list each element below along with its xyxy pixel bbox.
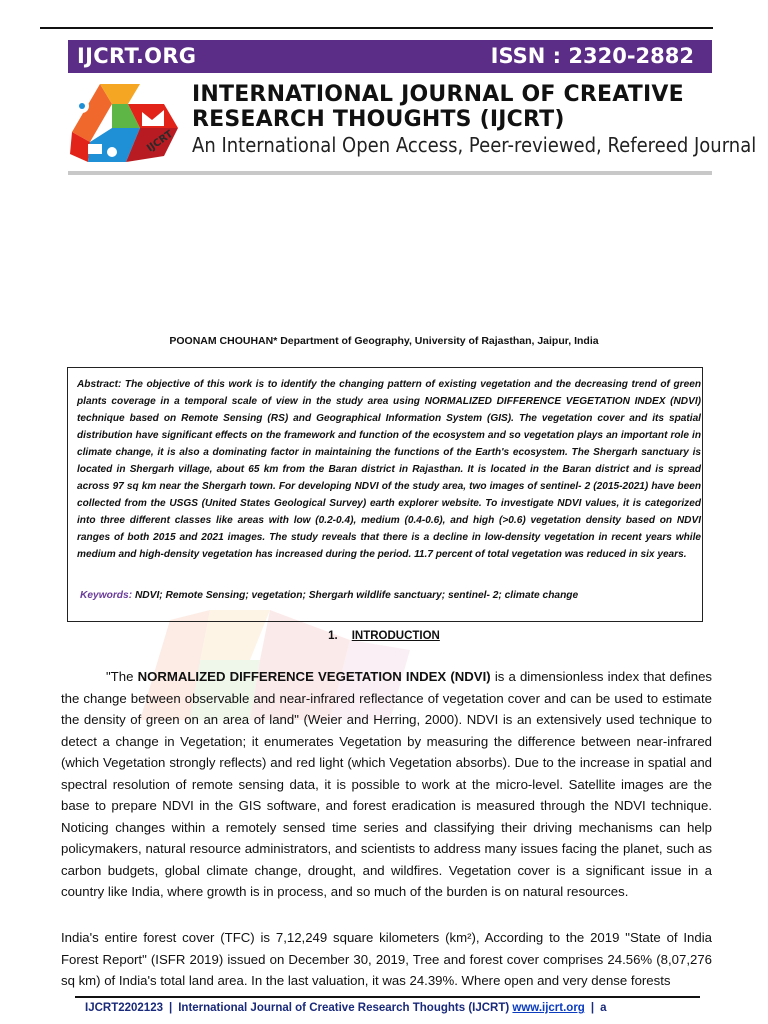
site-name[interactable]: IJCRT.ORG (77, 44, 197, 68)
ijcrt-logo (68, 82, 186, 164)
p1-bold-term: NORMALIZED DIFFERENCE VEGETATION INDEX (NDVI) (137, 669, 491, 684)
abstract-text: Abstract: The objective of this work is to identify the changing pattern of existing vegetation and the decreasing trend of green plants coverage in a temporal scale of view in the study area using NORMALIZED DIFFERENCE VEGETATION INDEX (NDVI) technique based on Remote Sensing (RS) and Geographical Information System (GIS). The vegetation cover and its spatial distribution have significant effects on the framework and function of the ecosystem and so vegetation plays an important role in climate change, it is also a dominating factor in maintaining the functions of the Earth's ecosystem. The Shergarh sanctuary is located in Shergarh village, about 65 km from the Baran district in Rajasthan. It is located in the Baran district and is spread across 97 sq km near the Shergarh town. For developing NDVI of the study area, two images of sentinel- 2 (2015-2021) have been collected from the USGS (United States Geological Survey) earth explorer website. To investigate NDVI values, it is categorized into three different classes like areas with low (0.2-0.4), medium (0.4-0.6), and high (>0.6) vegetation density based on NDVI ranges of both 2015 and 2021 images. The study reveals that there is a decline in low-density vegetation in recent years while medium and high-density vegetation has increased during the period. 11.7 percent of total vegetation was reduced in six years. (77, 379, 701, 560)
p1-rest: is a dimensionless index that defines the change between observable and near-infrared reflectance of vegetation cover and can be used to estimate the density of green on an area of land" (Weier and Herring, 2000). NDVI is an extensively used technique to detect a change in Vegetation; it enumerates Vegetation by measuring the difference between near-infrared (which Vegetation strongly reflects) and red light (which Vegetation absorbs). Due to the increase in spatial and spectral resolution of remote sensing data, it is possible to work at the micro-level. Satellite images are the base to prepare NDVI in the GIS software, and forest eradication is measured through the NDVI technique. Noticing changes within a remotely sensed time series and classifying their driving mechanisms can help policymakers, natural resource administrators, and scientists to address many issues facing the planet, such as carbon budgets, global climate change, drought, and wildfires. Vegetation cover is a significant issue in a country like India, where growth is in process, and so much of the burden is on natural resources. (61, 669, 713, 899)
page-footer: IJCRT2202123 | International Journal of Creative Research Thoughts (IJCRT) www.ijcrt.org | a (85, 1002, 607, 1014)
intro-paragraph-1 (61, 666, 712, 903)
p1-open: "The (106, 669, 138, 684)
journal-banner (68, 40, 712, 73)
journal-url-link[interactable]: www.ijcrt.org (512, 1002, 585, 1014)
keywords-line (80, 590, 578, 601)
author-affiliation: POONAM CHOUHAN* Department of Geography, University of Rajasthan, Jaipur, India (169, 335, 599, 347)
section-title: INTRODUCTION (351, 630, 440, 642)
top-rule (40, 27, 713, 29)
intro-paragraph-2: India's entire forest cover (TFC) is 7,12,249 square kilometers (km²), According to the 2019 "State of India Forest Report" (ISFR 2019) issued on December 30, 2019, Tree and forest cover comprises 24.56% (8,07,276 sq km) of India's total land area. In the last valuation, it was 24.39%. Where open and very dense forests (61, 930, 712, 988)
section-number: 1. (328, 630, 338, 642)
journal-subtitle: An International Open Access, Peer-reviewed, Refereed Journal (192, 133, 757, 157)
keywords-values: NDVI; Remote Sensing; vegetation; Shergarh wildlife sanctuary; sentinel- 2; climate change (134, 590, 579, 601)
header-divider (68, 171, 712, 175)
journal-title-line1: INTERNATIONAL JOURNAL OF CREATIVE (192, 82, 684, 107)
page-number: a (600, 1002, 607, 1014)
issn-label: ISSN : 2320-2882 (490, 44, 694, 68)
journal-title-line2: RESEARCH THOUGHTS (IJCRT) (192, 107, 565, 132)
section-heading (0, 630, 768, 642)
footer-rule (75, 996, 700, 998)
abstract-box (67, 367, 703, 622)
logo-text: IJCRT (145, 128, 176, 155)
keywords-label: Keywords: (80, 590, 133, 601)
footer-journal: International Journal of Creative Research Thoughts (IJCRT) (178, 1002, 510, 1014)
paper-id: IJCRT2202123 (85, 1002, 163, 1014)
